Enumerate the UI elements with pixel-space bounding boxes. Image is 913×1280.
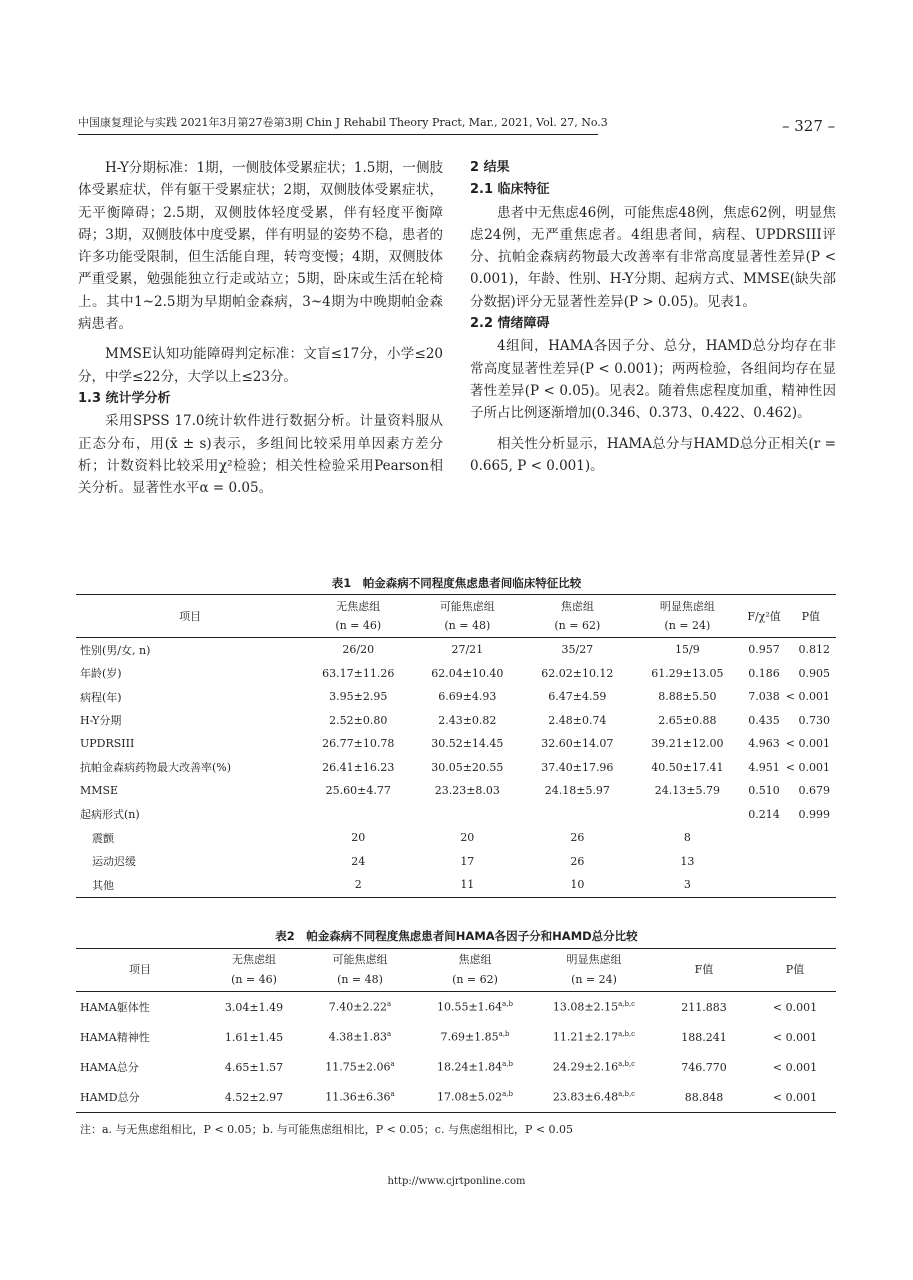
table1-cell: 6.69±4.93 (438, 690, 497, 704)
table1-cell: 8.88±5.50 (658, 690, 717, 704)
table1-cell (786, 873, 836, 897)
table2-cell (416, 1052, 534, 1082)
cell-value: 24.29±2.16 (552, 1060, 619, 1074)
table1-header-p: P值 (786, 595, 836, 638)
table1-row (76, 662, 836, 686)
table2-cell-p: < 0.001 (772, 1030, 818, 1044)
significance-marker: a,b,c (618, 1090, 636, 1099)
header-rule (78, 134, 598, 135)
table1-cell: 2 (354, 878, 362, 892)
group-name: 可能焦虑组 (332, 953, 388, 966)
table2-cell-f: 88.848 (684, 1090, 724, 1104)
table1-cell: 30.05±20.55 (431, 760, 504, 774)
cell-value: 7.40±2.22 (328, 1000, 387, 1014)
paragraph-statistics: 采用SPSS 17.0统计软件进行数据分析。计量资料服从正态分布，用(x̄ ± s)表示，多组间比较采用单因素方差分析；计数资料比较采用χ²检验；相关性检验采用Pearson相关分析。显著性水平α = 0.05。 (78, 413, 443, 497)
group-n: (n = 46) (231, 973, 277, 986)
table1-cell: 0.905 (798, 666, 830, 680)
table1-cell: 0.730 (798, 713, 830, 727)
table2-cell (204, 1022, 304, 1052)
table2-cell (534, 1022, 654, 1052)
table1-cell: < 0.001 (785, 760, 830, 774)
group-name: 可能焦虑组 (439, 600, 495, 613)
table1-cell: 13 (680, 854, 695, 868)
table2-header-group (304, 949, 416, 992)
significance-marker: a (387, 1030, 392, 1039)
table1-cell (786, 850, 836, 874)
table1-cell: 0.679 (798, 784, 830, 798)
table1-row (76, 803, 836, 827)
significance-marker: a,b (502, 1090, 514, 1099)
table2-row-label: HAMD总分 (80, 1091, 140, 1104)
table1-row-label: 抗帕金森病药物最大改善率(%) (80, 761, 232, 775)
cell-value: 4.65±1.57 (224, 1060, 284, 1074)
table1-cell: 25.60±4.77 (325, 784, 391, 798)
table1-cell: 26.41±16.23 (322, 760, 395, 774)
cell-value: 7.69±1.85 (440, 1030, 499, 1044)
table1-header-group (412, 595, 522, 638)
table1-cell: 4.951 (748, 760, 780, 774)
table2-footnote: 注：a. 与无焦虑组相比，P < 0.05；b. 与可能焦虑组相比，P < 0.05；c. 与焦虑组相比，P < 0.05 (80, 1123, 574, 1136)
group-n: (n = 62) (554, 619, 601, 632)
table1-cell (412, 803, 522, 827)
table1-cell: 3.95±2.95 (329, 690, 388, 704)
cell-value: 11.75±2.06 (325, 1060, 391, 1074)
table2-row (76, 1082, 836, 1113)
paragraph-correlation: 相关性分析显示，HAMA总分与HAMD总分正相关(r = 0.665, P < 0.001)。 (470, 435, 836, 474)
cell-value: 17.08±5.02 (436, 1090, 503, 1104)
group-n: (n = 62) (452, 973, 498, 986)
table1-cell: 35/27 (561, 643, 594, 657)
table2-cell-f: 188.241 (681, 1030, 727, 1044)
table1-cell (742, 826, 785, 850)
table2-header-item: 项目 (76, 949, 204, 992)
table1-cell: 0.186 (748, 666, 780, 680)
table1-cell: 15/9 (675, 643, 700, 657)
table1-cell: 3 (683, 878, 691, 892)
table1-cell: 23.23±8.03 (434, 784, 500, 798)
table2-header-f: F值 (654, 949, 754, 992)
table1-cell: 30.52±14.45 (431, 737, 504, 751)
section-heading-2-1: 2.1 临床特征 (470, 182, 550, 198)
table1-row (76, 756, 836, 780)
table1-cell (304, 803, 412, 827)
table1-cell: 0.957 (748, 643, 780, 657)
cell-value: 23.83±6.48 (552, 1090, 619, 1104)
table1-cell (742, 873, 785, 897)
table1-cell: 7.038 (748, 690, 780, 704)
table1-row-label: 病程(年) (80, 690, 122, 704)
section-heading-1-3: 1.3 统计学分析 (78, 390, 171, 406)
table1-cell: 0.435 (748, 713, 780, 727)
table2-cell (416, 992, 534, 1023)
cell-value: 4.38±1.83 (328, 1030, 387, 1044)
table1-cell: 11 (460, 878, 475, 892)
group-name: 明显焦虑组 (566, 953, 622, 966)
table2-cell (534, 1052, 654, 1082)
table1-cell: 37.40±17.96 (541, 760, 614, 774)
table1-cell: < 0.001 (785, 690, 830, 704)
group-n: (n = 46) (335, 619, 382, 632)
table2-cell (416, 1082, 534, 1113)
table1-row-label: MMSE (80, 784, 119, 798)
table1-header-f: F/χ²值 (742, 595, 785, 638)
table1-cell: 24.18±5.97 (544, 784, 610, 798)
table1 (76, 594, 836, 898)
table1-cell (786, 826, 836, 850)
significance-marker: a,b,c (618, 1060, 636, 1069)
group-n: (n = 48) (444, 619, 491, 632)
significance-marker: a,b,c (618, 1000, 636, 1009)
cell-value: 4.52±2.97 (224, 1090, 284, 1104)
table1-cell: 8 (683, 831, 691, 845)
table1-header-group (632, 595, 742, 638)
table1-cell (632, 803, 742, 827)
group-n: (n = 48) (337, 973, 383, 986)
table1-header-group (304, 595, 412, 638)
table1-cell: 26.77±10.78 (322, 737, 395, 751)
table2-cell-p: < 0.001 (772, 1000, 818, 1014)
table1-row-label: H-Y分期 (80, 714, 122, 728)
group-n: (n = 24) (664, 619, 711, 632)
section-heading-2-2: 2.2 情绪障碍 (470, 316, 550, 332)
table1-cell: 0.999 (798, 807, 830, 821)
table2-cell (534, 992, 654, 1023)
table2-cell (304, 1052, 416, 1082)
cell-value: 13.08±2.15 (552, 1000, 619, 1014)
footer-url: http://www.cjrtponline.com (387, 1176, 526, 1187)
significance-marker: a,b,c (618, 1030, 636, 1039)
group-n: (n = 24) (571, 973, 617, 986)
running-head: 中国康复理论与实践 2021年3月第27卷第3期 Chin J Rehabil Theory Pract, Mar., 2021, Vol. 27, No.3 (78, 116, 608, 129)
table1-cell (522, 803, 632, 827)
table1-row-label: UPDRSIII (80, 737, 135, 751)
significance-marker: a (390, 1060, 395, 1069)
table1-cell: 20 (351, 831, 366, 845)
table1-cell: < 0.001 (785, 737, 830, 751)
table1-row-label: 震颤 (92, 831, 114, 845)
table1-cell: 62.02±10.12 (541, 666, 614, 680)
table1-cell: 26 (570, 854, 585, 868)
table1-cell: 24 (351, 854, 366, 868)
table1-cell: 32.60±14.07 (541, 737, 614, 751)
table1-cell (742, 850, 785, 874)
table2-cell-f: 746.770 (681, 1060, 727, 1074)
table1-cell: 4.963 (748, 737, 780, 751)
table1-row-label: 年龄(岁) (80, 667, 122, 681)
table2-row (76, 1052, 836, 1082)
paragraph-hy-staging: H-Y分期标准：1期，一侧肢体受累症状；1.5期，一侧肢体受累症状，伴有躯干受累症状；2期，双侧肢体受累症状，无平衡障碍；2.5期，双侧肢体轻度受累，伴有轻度平衡障碍；3期，双侧肢体中度受累，伴有明显的姿势不稳，患者的许多功能受限制，但生活能自理，转弯变慢；4期，双侧肢体严重受累，勉强能独立行走或站立；5期，卧床或生活在轮椅上。其中1~2.5期为早期帕金森病，3~4期为中晚期帕金森病患者。 (78, 160, 443, 333)
table1-row (76, 638, 836, 662)
table2-header-group (416, 949, 534, 992)
table2-cell (534, 1082, 654, 1113)
table2-cell (204, 1082, 304, 1113)
cell-value: 1.61±1.45 (224, 1030, 284, 1044)
significance-marker: a (390, 1090, 395, 1099)
table1-cell: 24.13±5.79 (654, 784, 720, 798)
table1-cell: 0.510 (748, 784, 780, 798)
table2-row (76, 1022, 836, 1052)
table1-cell: 2.65±0.88 (658, 713, 717, 727)
table2-cell (304, 992, 416, 1023)
group-name: 无焦虑组 (232, 953, 276, 966)
table1-cell: 0.812 (798, 643, 830, 657)
table1-cell: 27/21 (451, 643, 484, 657)
table1-cell: 20 (460, 831, 475, 845)
table1-cell: 2.52±0.80 (329, 713, 388, 727)
table2-header-group (204, 949, 304, 992)
table1-header-item: 项目 (76, 595, 304, 638)
left-column (78, 157, 443, 499)
paragraph-mmse-criteria: MMSE认知功能障碍判定标准：文盲≤17分，小学≤20分，中学≤22分，大学以上≤23分。 (78, 346, 443, 385)
table1-cell: 2.43±0.82 (438, 713, 497, 727)
table2-cell-f: 211.883 (681, 1000, 727, 1014)
table1-cell: 40.50±17.41 (651, 760, 724, 774)
table1-cell: 39.21±12.00 (651, 737, 724, 751)
table2-caption: 表2 帕金森病不同程度焦虑患者间HAMA各因子分和HAMD总分比较 (275, 929, 638, 943)
paragraph-emotional-disorder: 4组间，HAMA各因子分、总分，HAMD总分均存在非常高度显著性差异(P < 0.001)；两两检验，各组间均存在显著性差异(P < 0.05)。见表2。随着焦虑程度加重，精神性因子所占比例逐渐增加(0.346、0.373、0.422、0.462)。 (470, 338, 836, 422)
table1-row (76, 685, 836, 709)
table1-row (76, 873, 836, 897)
table1-cell: 17 (460, 854, 475, 868)
table1-cell: 6.47±4.59 (548, 690, 607, 704)
cell-value: 3.04±1.49 (224, 1000, 284, 1014)
table2-header-row (76, 949, 836, 992)
significance-marker: a,b (502, 1000, 514, 1009)
significance-marker: a (387, 1000, 392, 1009)
group-name: 焦虑组 (560, 600, 594, 613)
table2-row-label: HAMA精神性 (80, 1031, 150, 1044)
table1-cell: 2.48±0.74 (548, 713, 607, 727)
cell-value: 18.24±1.84 (436, 1060, 503, 1074)
table2-cell (304, 1022, 416, 1052)
table1-header-group (522, 595, 632, 638)
table1-cell: 0.214 (748, 807, 780, 821)
cell-value: 11.36±6.36 (325, 1090, 391, 1104)
table1-row (76, 826, 836, 850)
table1-row-label: 起病形式(n) (80, 808, 140, 822)
table1-row (76, 709, 836, 733)
table2-cell-p: < 0.001 (772, 1090, 818, 1104)
table2-cell (416, 1022, 534, 1052)
right-column (470, 157, 836, 477)
significance-marker: a,b (498, 1030, 510, 1039)
table1-cell: 61.29±13.05 (651, 666, 724, 680)
table2-header-p: P值 (754, 949, 836, 992)
table1-row (76, 850, 836, 874)
table2-header-group (534, 949, 654, 992)
table1-row-label: 其他 (92, 878, 114, 892)
table2-cell-p: < 0.001 (772, 1060, 818, 1074)
group-name: 无焦虑组 (336, 600, 381, 613)
table2-cell (204, 1052, 304, 1082)
section-heading-2: 2 结果 (470, 160, 510, 175)
significance-marker: a,b (502, 1060, 514, 1069)
table2-row-label: HAMA总分 (80, 1061, 139, 1074)
table1-cell: 62.04±10.40 (431, 666, 504, 680)
table1-cell: 63.17±11.26 (322, 666, 395, 680)
table1-cell: 10 (570, 878, 585, 892)
table1-cell: 26 (570, 831, 585, 845)
table1-caption: 表1 帕金森病不同程度焦虑患者间临床特征比较 (331, 576, 582, 590)
table1-cell: 26/20 (342, 643, 375, 657)
table1-row (76, 779, 836, 803)
group-name: 焦虑组 (458, 953, 492, 966)
table2 (76, 948, 836, 1113)
table2-row (76, 992, 836, 1023)
table1-row-label: 运动迟缓 (92, 855, 136, 869)
page-number: – 327 – (782, 117, 836, 135)
table1-row (76, 732, 836, 756)
cell-value: 10.55±1.64 (436, 1000, 503, 1014)
table1-header-row (76, 595, 836, 638)
table2-row-label: HAMA躯体性 (80, 1001, 150, 1014)
group-name: 明显焦虑组 (659, 600, 715, 613)
paragraph-clinical-features: 患者中无焦虑46例，可能焦虑48例，焦虑62例，明显焦虑24例，无严重焦虑者。4组患者间，病程、UPDRSIII评分、抗帕金森病药物最大改善率有非常高度显著性差异(P < 0.001)，年龄、性别、H-Y分期、起病方式、MMSE(缺失部分数据)评分无显著性差异(P > 0.05)。见表1。 (470, 204, 836, 310)
cell-value: 11.21±2.17 (552, 1030, 619, 1044)
table1-row-label: 性别(男/女, n) (80, 643, 151, 657)
table2-cell (204, 992, 304, 1023)
table2-cell (304, 1082, 416, 1113)
